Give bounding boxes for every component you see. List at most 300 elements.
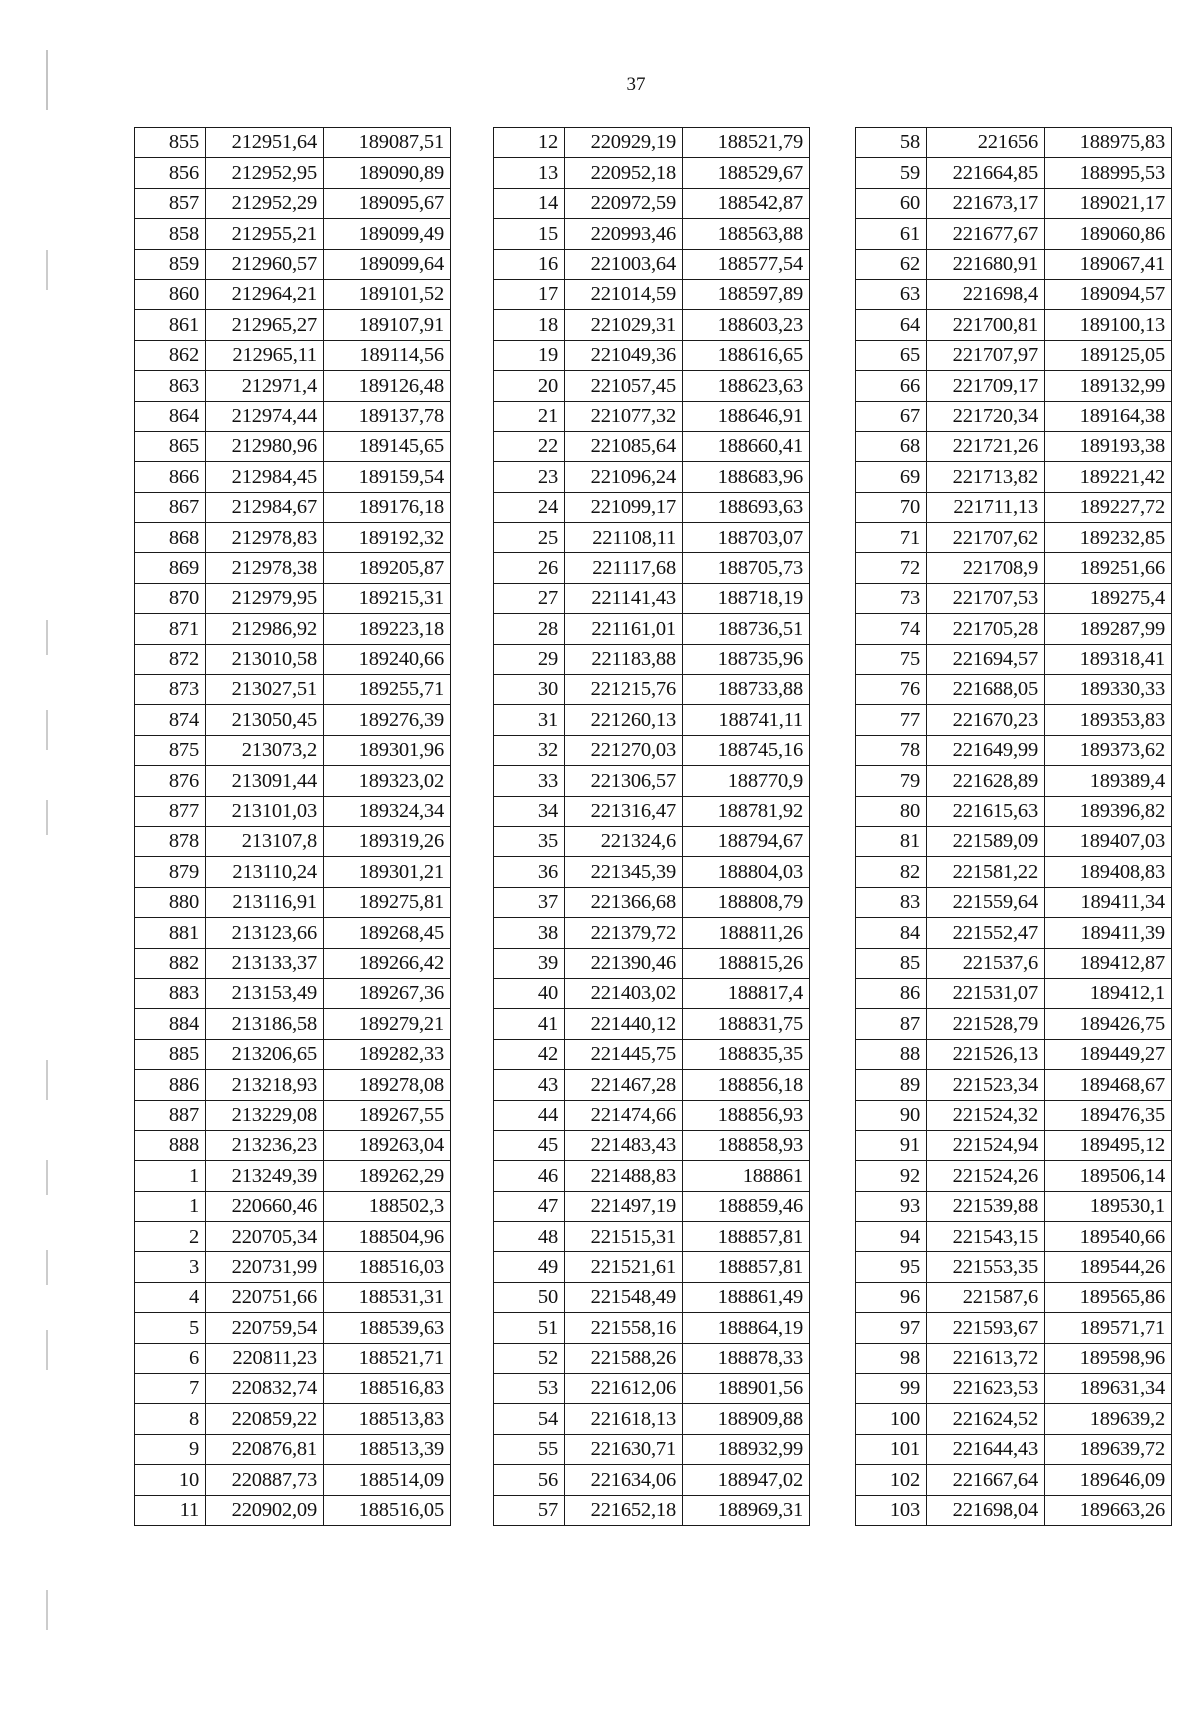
y-coordinate-cell: 188646,91 bbox=[683, 401, 810, 431]
point-number-cell: 14 bbox=[494, 188, 565, 218]
table-row bbox=[856, 340, 1172, 370]
table-row bbox=[856, 796, 1172, 826]
table-row bbox=[494, 279, 810, 309]
x-coordinate-cell: 213218,93 bbox=[206, 1070, 324, 1100]
y-coordinate-cell: 189598,96 bbox=[1045, 1343, 1172, 1373]
point-number-cell: 81 bbox=[856, 826, 927, 856]
y-coordinate-cell: 188861 bbox=[683, 1161, 810, 1191]
point-number-cell: 877 bbox=[135, 796, 206, 826]
x-coordinate-cell: 221700,81 bbox=[927, 310, 1045, 340]
point-number-cell: 46 bbox=[494, 1161, 565, 1191]
y-coordinate-cell: 188745,16 bbox=[683, 735, 810, 765]
point-number-cell: 42 bbox=[494, 1039, 565, 1069]
x-coordinate-cell: 213107,8 bbox=[206, 826, 324, 856]
x-coordinate-cell: 221099,17 bbox=[565, 492, 683, 522]
point-number-cell: 10 bbox=[135, 1465, 206, 1495]
x-coordinate-cell: 221029,31 bbox=[565, 310, 683, 340]
y-coordinate-cell: 188616,65 bbox=[683, 340, 810, 370]
table-row bbox=[856, 735, 1172, 765]
table-row bbox=[856, 1039, 1172, 1069]
point-number-cell: 49 bbox=[494, 1252, 565, 1282]
point-number-cell: 59 bbox=[856, 158, 927, 188]
y-coordinate-cell: 188969,31 bbox=[683, 1495, 810, 1525]
point-number-cell: 96 bbox=[856, 1282, 927, 1312]
y-coordinate-cell: 189389,4 bbox=[1045, 766, 1172, 796]
y-coordinate-cell: 189544,26 bbox=[1045, 1252, 1172, 1282]
x-coordinate-cell: 220759,54 bbox=[206, 1313, 324, 1343]
table-row bbox=[856, 553, 1172, 583]
point-number-cell: 858 bbox=[135, 219, 206, 249]
table-row bbox=[135, 1282, 451, 1312]
y-coordinate-cell: 189396,82 bbox=[1045, 796, 1172, 826]
y-coordinate-cell: 189100,13 bbox=[1045, 310, 1172, 340]
y-coordinate-cell: 189330,33 bbox=[1045, 675, 1172, 705]
x-coordinate-cell: 221524,32 bbox=[927, 1100, 1045, 1130]
x-coordinate-cell: 221667,64 bbox=[927, 1465, 1045, 1495]
point-number-cell: 870 bbox=[135, 583, 206, 613]
x-coordinate-cell: 221440,12 bbox=[565, 1009, 683, 1039]
x-coordinate-cell: 212971,4 bbox=[206, 371, 324, 401]
table-row bbox=[856, 158, 1172, 188]
x-coordinate-cell: 221680,91 bbox=[927, 249, 1045, 279]
y-coordinate-cell: 188859,46 bbox=[683, 1191, 810, 1221]
point-number-cell: 100 bbox=[856, 1404, 927, 1434]
y-coordinate-cell: 189137,78 bbox=[324, 401, 451, 431]
y-coordinate-cell: 189267,55 bbox=[324, 1100, 451, 1130]
table-row bbox=[856, 766, 1172, 796]
x-coordinate-cell: 221306,57 bbox=[565, 766, 683, 796]
y-coordinate-cell: 188516,05 bbox=[324, 1495, 451, 1525]
point-number-cell: 25 bbox=[494, 523, 565, 553]
table-row bbox=[494, 523, 810, 553]
point-number-cell: 54 bbox=[494, 1404, 565, 1434]
x-coordinate-cell: 220705,34 bbox=[206, 1222, 324, 1252]
table-row bbox=[135, 1191, 451, 1221]
x-coordinate-cell: 221531,07 bbox=[927, 978, 1045, 1008]
x-coordinate-cell: 221652,18 bbox=[565, 1495, 683, 1525]
y-coordinate-cell: 189268,45 bbox=[324, 918, 451, 948]
point-number-cell: 880 bbox=[135, 887, 206, 917]
table-row bbox=[856, 401, 1172, 431]
table-row bbox=[856, 1222, 1172, 1252]
table-row bbox=[856, 1495, 1172, 1525]
x-coordinate-cell: 212986,92 bbox=[206, 614, 324, 644]
x-coordinate-cell: 221664,85 bbox=[927, 158, 1045, 188]
point-number-cell: 27 bbox=[494, 583, 565, 613]
table-row bbox=[494, 188, 810, 218]
point-number-cell: 7 bbox=[135, 1374, 206, 1404]
y-coordinate-cell: 188660,41 bbox=[683, 431, 810, 461]
scan-edge-mark bbox=[46, 620, 48, 655]
x-coordinate-cell: 213249,39 bbox=[206, 1161, 324, 1191]
table-row bbox=[856, 978, 1172, 1008]
x-coordinate-cell: 221589,09 bbox=[927, 826, 1045, 856]
x-coordinate-cell: 221049,36 bbox=[565, 340, 683, 370]
x-coordinate-cell: 213236,23 bbox=[206, 1130, 324, 1160]
point-number-cell: 60 bbox=[856, 188, 927, 218]
y-coordinate-cell: 189275,4 bbox=[1045, 583, 1172, 613]
point-number-cell: 21 bbox=[494, 401, 565, 431]
table-row bbox=[494, 1191, 810, 1221]
point-number-cell: 875 bbox=[135, 735, 206, 765]
y-coordinate-cell: 189319,26 bbox=[324, 826, 451, 856]
x-coordinate-cell: 221588,26 bbox=[565, 1343, 683, 1373]
y-coordinate-cell: 189164,38 bbox=[1045, 401, 1172, 431]
point-number-cell: 90 bbox=[856, 1100, 927, 1130]
y-coordinate-cell: 189101,52 bbox=[324, 279, 451, 309]
point-number-cell: 882 bbox=[135, 948, 206, 978]
x-coordinate-cell: 221215,76 bbox=[565, 675, 683, 705]
point-number-cell: 6 bbox=[135, 1343, 206, 1373]
point-number-cell: 70 bbox=[856, 492, 927, 522]
x-coordinate-cell: 221537,6 bbox=[927, 948, 1045, 978]
point-number-cell: 33 bbox=[494, 766, 565, 796]
x-coordinate-cell: 213101,03 bbox=[206, 796, 324, 826]
y-coordinate-cell: 188808,79 bbox=[683, 887, 810, 917]
x-coordinate-cell: 221497,19 bbox=[565, 1191, 683, 1221]
y-coordinate-cell: 189407,03 bbox=[1045, 826, 1172, 856]
y-coordinate-cell: 188597,89 bbox=[683, 279, 810, 309]
x-coordinate-cell: 213110,24 bbox=[206, 857, 324, 887]
table-row bbox=[856, 462, 1172, 492]
table-row bbox=[856, 1009, 1172, 1039]
x-coordinate-cell: 221445,75 bbox=[565, 1039, 683, 1069]
scan-edge-mark bbox=[46, 1250, 48, 1285]
table-row bbox=[135, 826, 451, 856]
x-coordinate-cell: 221581,22 bbox=[927, 857, 1045, 887]
y-coordinate-cell: 189090,89 bbox=[324, 158, 451, 188]
point-number-cell: 888 bbox=[135, 1130, 206, 1160]
table-row bbox=[494, 1009, 810, 1039]
point-number-cell: 4 bbox=[135, 1282, 206, 1312]
table-row bbox=[494, 310, 810, 340]
point-number-cell: 68 bbox=[856, 431, 927, 461]
point-number-cell: 9 bbox=[135, 1434, 206, 1464]
point-number-cell: 23 bbox=[494, 462, 565, 492]
y-coordinate-cell: 189021,17 bbox=[1045, 188, 1172, 218]
point-number-cell: 865 bbox=[135, 431, 206, 461]
y-coordinate-cell: 188794,67 bbox=[683, 826, 810, 856]
point-number-cell: 72 bbox=[856, 553, 927, 583]
table-row bbox=[856, 1130, 1172, 1160]
x-coordinate-cell: 220811,23 bbox=[206, 1343, 324, 1373]
point-number-cell: 869 bbox=[135, 553, 206, 583]
x-coordinate-cell: 221108,11 bbox=[565, 523, 683, 553]
x-coordinate-cell: 221721,26 bbox=[927, 431, 1045, 461]
table-row bbox=[135, 1495, 451, 1525]
table-row bbox=[494, 644, 810, 674]
x-coordinate-cell: 221677,67 bbox=[927, 219, 1045, 249]
table-row bbox=[494, 826, 810, 856]
table-row bbox=[856, 188, 1172, 218]
x-coordinate-cell: 221630,71 bbox=[565, 1434, 683, 1464]
x-coordinate-cell: 221720,34 bbox=[927, 401, 1045, 431]
point-number-cell: 39 bbox=[494, 948, 565, 978]
y-coordinate-cell: 188705,73 bbox=[683, 553, 810, 583]
table-row bbox=[494, 1313, 810, 1343]
table-row bbox=[494, 553, 810, 583]
point-number-cell: 886 bbox=[135, 1070, 206, 1100]
x-coordinate-cell: 212979,95 bbox=[206, 583, 324, 613]
y-coordinate-cell: 189279,21 bbox=[324, 1009, 451, 1039]
point-number-cell: 862 bbox=[135, 340, 206, 370]
y-coordinate-cell: 189639,2 bbox=[1045, 1404, 1172, 1434]
x-coordinate-cell: 221403,02 bbox=[565, 978, 683, 1008]
x-coordinate-cell: 220660,46 bbox=[206, 1191, 324, 1221]
y-coordinate-cell: 189221,42 bbox=[1045, 462, 1172, 492]
x-coordinate-cell: 221260,13 bbox=[565, 705, 683, 735]
x-coordinate-cell: 221612,06 bbox=[565, 1374, 683, 1404]
x-coordinate-cell: 221670,23 bbox=[927, 705, 1045, 735]
table-row bbox=[494, 1343, 810, 1373]
x-coordinate-cell: 220859,22 bbox=[206, 1404, 324, 1434]
y-coordinate-cell: 188623,63 bbox=[683, 371, 810, 401]
table-row bbox=[856, 1465, 1172, 1495]
point-number-cell: 94 bbox=[856, 1222, 927, 1252]
table-row bbox=[135, 1130, 451, 1160]
point-number-cell: 67 bbox=[856, 401, 927, 431]
point-number-cell: 867 bbox=[135, 492, 206, 522]
point-number-cell: 58 bbox=[856, 128, 927, 158]
x-coordinate-cell: 213186,58 bbox=[206, 1009, 324, 1039]
x-coordinate-cell: 212984,45 bbox=[206, 462, 324, 492]
scan-edge-mark bbox=[46, 1160, 48, 1195]
y-coordinate-cell: 188718,19 bbox=[683, 583, 810, 613]
y-coordinate-cell: 188770,9 bbox=[683, 766, 810, 796]
table-row bbox=[135, 310, 451, 340]
x-coordinate-cell: 213027,51 bbox=[206, 675, 324, 705]
point-number-cell: 63 bbox=[856, 279, 927, 309]
y-coordinate-cell: 189301,96 bbox=[324, 735, 451, 765]
x-coordinate-cell: 221707,97 bbox=[927, 340, 1045, 370]
y-coordinate-cell: 188683,96 bbox=[683, 462, 810, 492]
table-row bbox=[135, 492, 451, 522]
point-number-cell: 61 bbox=[856, 219, 927, 249]
y-coordinate-cell: 189159,54 bbox=[324, 462, 451, 492]
y-coordinate-cell: 189192,32 bbox=[324, 523, 451, 553]
y-coordinate-cell: 189176,18 bbox=[324, 492, 451, 522]
point-number-cell: 28 bbox=[494, 614, 565, 644]
y-coordinate-cell: 189215,31 bbox=[324, 583, 451, 613]
x-coordinate-cell: 221524,94 bbox=[927, 1130, 1045, 1160]
table-row bbox=[135, 462, 451, 492]
y-coordinate-cell: 189495,12 bbox=[1045, 1130, 1172, 1160]
y-coordinate-cell: 189205,87 bbox=[324, 553, 451, 583]
point-number-cell: 47 bbox=[494, 1191, 565, 1221]
table-row bbox=[494, 583, 810, 613]
table-row bbox=[135, 644, 451, 674]
table-row bbox=[494, 219, 810, 249]
x-coordinate-cell: 213010,58 bbox=[206, 644, 324, 674]
x-coordinate-cell: 221183,88 bbox=[565, 644, 683, 674]
point-number-cell: 62 bbox=[856, 249, 927, 279]
y-coordinate-cell: 189287,99 bbox=[1045, 614, 1172, 644]
y-coordinate-cell: 189318,41 bbox=[1045, 644, 1172, 674]
y-coordinate-cell: 188858,93 bbox=[683, 1130, 810, 1160]
table-row bbox=[135, 978, 451, 1008]
table-row bbox=[494, 128, 810, 158]
table-row bbox=[135, 1313, 451, 1343]
coordinate-table-1 bbox=[134, 127, 451, 1526]
table-row bbox=[135, 158, 451, 188]
y-coordinate-cell: 189263,04 bbox=[324, 1130, 451, 1160]
y-coordinate-cell: 188577,54 bbox=[683, 249, 810, 279]
y-coordinate-cell: 189125,05 bbox=[1045, 340, 1172, 370]
x-coordinate-cell: 221003,64 bbox=[565, 249, 683, 279]
point-number-cell: 89 bbox=[856, 1070, 927, 1100]
y-coordinate-cell: 189426,75 bbox=[1045, 1009, 1172, 1039]
table-row bbox=[494, 462, 810, 492]
page-number: 37 bbox=[626, 74, 646, 95]
x-coordinate-cell: 212974,44 bbox=[206, 401, 324, 431]
table-row bbox=[494, 887, 810, 917]
x-coordinate-cell: 221543,15 bbox=[927, 1222, 1045, 1252]
x-coordinate-cell: 221528,79 bbox=[927, 1009, 1045, 1039]
table-row bbox=[135, 340, 451, 370]
y-coordinate-cell: 188995,53 bbox=[1045, 158, 1172, 188]
table-row bbox=[135, 705, 451, 735]
x-coordinate-cell: 212984,67 bbox=[206, 492, 324, 522]
y-coordinate-cell: 188741,11 bbox=[683, 705, 810, 735]
point-number-cell: 66 bbox=[856, 371, 927, 401]
table-row bbox=[494, 918, 810, 948]
x-coordinate-cell: 221707,53 bbox=[927, 583, 1045, 613]
x-coordinate-cell: 212952,95 bbox=[206, 158, 324, 188]
y-coordinate-cell: 188864,19 bbox=[683, 1313, 810, 1343]
x-coordinate-cell: 213050,45 bbox=[206, 705, 324, 735]
table-row bbox=[494, 796, 810, 826]
table-row bbox=[494, 1465, 810, 1495]
point-number-cell: 35 bbox=[494, 826, 565, 856]
point-number-cell: 22 bbox=[494, 431, 565, 461]
x-coordinate-cell: 221141,43 bbox=[565, 583, 683, 613]
x-coordinate-cell: 220876,81 bbox=[206, 1434, 324, 1464]
x-coordinate-cell: 221615,63 bbox=[927, 796, 1045, 826]
y-coordinate-cell: 189275,81 bbox=[324, 887, 451, 917]
x-coordinate-cell: 221634,06 bbox=[565, 1465, 683, 1495]
x-coordinate-cell: 221014,59 bbox=[565, 279, 683, 309]
y-coordinate-cell: 188856,18 bbox=[683, 1070, 810, 1100]
x-coordinate-cell: 220952,18 bbox=[565, 158, 683, 188]
point-number-cell: 19 bbox=[494, 340, 565, 370]
y-coordinate-cell: 188835,35 bbox=[683, 1039, 810, 1069]
y-coordinate-cell: 188563,88 bbox=[683, 219, 810, 249]
scan-edge-mark bbox=[46, 710, 48, 750]
y-coordinate-cell: 188857,81 bbox=[683, 1222, 810, 1252]
table-row bbox=[856, 1100, 1172, 1130]
table-row bbox=[494, 948, 810, 978]
point-number-cell: 40 bbox=[494, 978, 565, 1008]
table-body bbox=[494, 128, 810, 1526]
table-row bbox=[856, 431, 1172, 461]
point-number-cell: 44 bbox=[494, 1100, 565, 1130]
y-coordinate-cell: 189060,86 bbox=[1045, 219, 1172, 249]
y-coordinate-cell: 189240,66 bbox=[324, 644, 451, 674]
point-number-cell: 93 bbox=[856, 1191, 927, 1221]
point-number-cell: 53 bbox=[494, 1374, 565, 1404]
x-coordinate-cell: 212965,11 bbox=[206, 340, 324, 370]
point-number-cell: 85 bbox=[856, 948, 927, 978]
y-coordinate-cell: 188693,63 bbox=[683, 492, 810, 522]
point-number-cell: 29 bbox=[494, 644, 565, 674]
y-coordinate-cell: 188516,83 bbox=[324, 1374, 451, 1404]
point-number-cell: 857 bbox=[135, 188, 206, 218]
point-number-cell: 26 bbox=[494, 553, 565, 583]
table-row bbox=[856, 857, 1172, 887]
table-row bbox=[494, 1100, 810, 1130]
table-row bbox=[856, 492, 1172, 522]
x-coordinate-cell: 221483,43 bbox=[565, 1130, 683, 1160]
table-row bbox=[494, 1070, 810, 1100]
point-number-cell: 103 bbox=[856, 1495, 927, 1525]
table-row bbox=[135, 1434, 451, 1464]
point-number-cell: 20 bbox=[494, 371, 565, 401]
point-number-cell: 16 bbox=[494, 249, 565, 279]
x-coordinate-cell: 221649,99 bbox=[927, 735, 1045, 765]
y-coordinate-cell: 188603,23 bbox=[683, 310, 810, 340]
table-row bbox=[135, 1465, 451, 1495]
x-coordinate-cell: 221688,05 bbox=[927, 675, 1045, 705]
table-row bbox=[856, 1282, 1172, 1312]
y-coordinate-cell: 188817,4 bbox=[683, 978, 810, 1008]
y-coordinate-cell: 189565,86 bbox=[1045, 1282, 1172, 1312]
y-coordinate-cell: 189132,99 bbox=[1045, 371, 1172, 401]
y-coordinate-cell: 189232,85 bbox=[1045, 523, 1172, 553]
point-number-cell: 872 bbox=[135, 644, 206, 674]
point-number-cell: 86 bbox=[856, 978, 927, 1008]
x-coordinate-cell: 221539,88 bbox=[927, 1191, 1045, 1221]
x-coordinate-cell: 221587,6 bbox=[927, 1282, 1045, 1312]
table-row bbox=[135, 1222, 451, 1252]
y-coordinate-cell: 188513,83 bbox=[324, 1404, 451, 1434]
table-row bbox=[494, 1130, 810, 1160]
x-coordinate-cell: 221553,35 bbox=[927, 1252, 1045, 1282]
x-coordinate-cell: 221618,13 bbox=[565, 1404, 683, 1434]
y-coordinate-cell: 189099,49 bbox=[324, 219, 451, 249]
point-number-cell: 887 bbox=[135, 1100, 206, 1130]
x-coordinate-cell: 221558,16 bbox=[565, 1313, 683, 1343]
y-coordinate-cell: 188735,96 bbox=[683, 644, 810, 674]
y-coordinate-cell: 189266,42 bbox=[324, 948, 451, 978]
y-coordinate-cell: 189193,38 bbox=[1045, 431, 1172, 461]
x-coordinate-cell: 213091,44 bbox=[206, 766, 324, 796]
y-coordinate-cell: 189412,1 bbox=[1045, 978, 1172, 1008]
x-coordinate-cell: 221390,46 bbox=[565, 948, 683, 978]
point-number-cell: 51 bbox=[494, 1313, 565, 1343]
point-number-cell: 17 bbox=[494, 279, 565, 309]
x-coordinate-cell: 221379,72 bbox=[565, 918, 683, 948]
point-number-cell: 11 bbox=[135, 1495, 206, 1525]
x-coordinate-cell: 221548,49 bbox=[565, 1282, 683, 1312]
y-coordinate-cell: 188529,67 bbox=[683, 158, 810, 188]
x-coordinate-cell: 213123,66 bbox=[206, 918, 324, 948]
x-coordinate-cell: 212964,21 bbox=[206, 279, 324, 309]
x-coordinate-cell: 221515,31 bbox=[565, 1222, 683, 1252]
table-row bbox=[856, 1313, 1172, 1343]
table-row bbox=[494, 1404, 810, 1434]
y-coordinate-cell: 188861,49 bbox=[683, 1282, 810, 1312]
x-coordinate-cell: 221474,66 bbox=[565, 1100, 683, 1130]
table-row bbox=[135, 1252, 451, 1282]
y-coordinate-cell: 188856,93 bbox=[683, 1100, 810, 1130]
y-coordinate-cell: 189571,71 bbox=[1045, 1313, 1172, 1343]
point-number-cell: 73 bbox=[856, 583, 927, 613]
x-coordinate-cell: 212965,27 bbox=[206, 310, 324, 340]
table-row bbox=[494, 614, 810, 644]
y-coordinate-cell: 189276,39 bbox=[324, 705, 451, 735]
x-coordinate-cell: 213116,91 bbox=[206, 887, 324, 917]
x-coordinate-cell: 212955,21 bbox=[206, 219, 324, 249]
